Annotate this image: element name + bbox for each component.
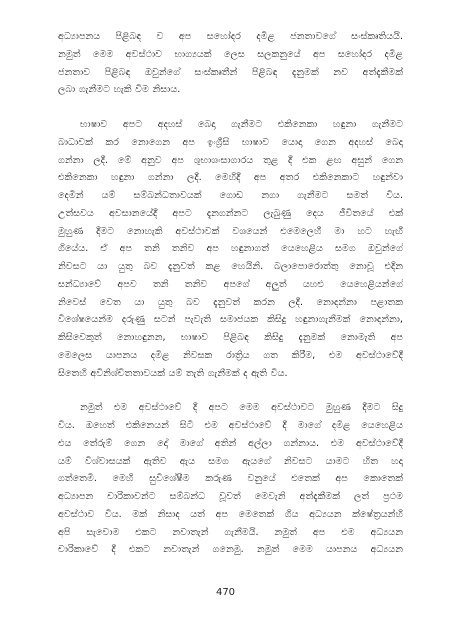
paragraph-gap	[58, 382, 403, 399]
text-line: විය. ඔහෙත් එකිනෙයන් සිටි එම අවස්ථාවේ දී මාගේ දමිළ යෙහෙළිය	[58, 420, 403, 431]
text-line: ලබා ගැනීමට හැකි වීම නිසාය.	[58, 84, 181, 96]
paragraph-gap	[58, 99, 403, 116]
paragraph-3	[58, 399, 403, 559]
paragraph-2	[58, 116, 403, 382]
text-line: ගියේය. ඒ අප තනි තනිව අප හඳුනාගත් යෙහෙළිය සමග ඔවුන්ගේ	[58, 243, 403, 255]
text-line: නිවසට යා යුතු බව දැනුවත් කළ හෙයිනි. බලාපොරොත්තු නොවූ එදින	[58, 261, 403, 272]
text-line: කිසිවෙකුත් නොහඳුනන, භාෂාව පිළිබඳ කිසිදු දැනුමක් නොමැති අප	[58, 332, 403, 343]
text-line: සිතෙහි අවිනිශ්චිතතාවයක් යම් තැති ගැනීමක් ද ඇති විය.	[58, 367, 288, 379]
text-line: දෙමින් යම් සම්බන්ධතාවයක් ගොඩ නගා ගැනීමට සමත් විය.	[58, 190, 403, 201]
text-line: භාෂාව අපට අදහස් බෙදා ගැනීමට එකිනෙකා හඳුනා ගැනීමට	[80, 119, 403, 130]
text-line: එය තේරුම් ගෙන දෝ මාගේ අතින් අල්ලා ගන්නාය. එම අවස්ථාවේදී	[58, 437, 403, 449]
text-line: චාරිකාවේ දී එකට නවාතැන් ගනෙමු. නමුත් මෙම යාපනය අධ්‍යයන	[58, 544, 403, 556]
text-line: එකිනෙකා හඳුනා ගන්නා ලදී. මෙහිදී අප අතර එකිනෙකාට හඳුන්වා	[58, 172, 403, 184]
text-line: මුහුණ දීමට නොහැකි අවස්ථාවක් වශයෙන් එමෙලෙහී මා හට හැඟී	[58, 225, 403, 237]
text-line: ගත්තෙමි. මෙහි සුවිශේෂීම කරුණ වනුයේ එතෙක් අප කොතෙක්	[58, 473, 403, 485]
text-line: අවස්ථාව විය. මක් නිසාද යත් අප මෙතෙක් ගිය අධ්‍යයන ක්ෂේත්‍රයන්හි	[58, 508, 403, 520]
text-line: නමුත් එම අවස්ථාවේ දී අපට මෙම අවස්ථාවට මුහුණ දීමට සිදු	[80, 402, 403, 414]
text-line: නිවෙස් වෙත යා යුතු බව දැනුවත් කරන ලදී. නොදන්නා පළාතක	[58, 296, 403, 308]
text-line: මෙලෙස යාපනය දමිළ නිවසක රාත්‍රිය ගත කිරීම, එම අවස්ථාවේදී	[58, 349, 403, 361]
text-line: යම් විශ්වාසයක් ඇතිව ඇය සමග ඇයගේ නිවසට යාමට හිත හදා	[58, 455, 403, 467]
text-line: විශේෂයෙන්ම දරුණු සටන් පැවැති සමාජයක කිසිදු හඳුනාගැනීමක් නොදන්නා,	[58, 314, 403, 326]
text-line: බාධාවක් කර නොගෙන අප ඉංග්‍රීසි භාෂාව යොදා ගෙන අදහස් බෙදා	[58, 136, 403, 148]
text-line: උත්සවය අවසානයේදී අපට දැනගන්නට ලැබුණු දෙය ජීවිතයේ එක්	[58, 207, 403, 219]
text-line: ජනතාව පිළිබඳ ඔවුන්ගේ සංස්කෘතීන් පිළිබඳ දැනුමක් නව අත්දැකීමක්	[58, 66, 403, 78]
page-number: 470	[215, 587, 236, 598]
text-line: සන්ධ්‍යාවේ අපව තනි තනිව අපගේ අලුත් යහළු යෙහෙළියන්ගේ	[58, 278, 403, 290]
text-line: නමුත් මෙම අවස්ථාව භාග්‍යයක් ලෙස සලකනුයේ අප සහෝදර දමිළ	[58, 48, 403, 60]
text-line: ගන්නා ලදී. මේ අනුව අප ශුභාශංසාගාරය තුළ දී එක ළඟ අසුන් ගෙන	[58, 154, 403, 166]
text-line: අධ්‍යාපනය පිළිබඳ ව අප සහෝදර දමිළ ජනතාවගේ සංස්කෘතියයි.	[58, 31, 403, 42]
document-page	[58, 28, 403, 559]
text-line: අපි සැවොම එකට නවාතැන් ගැනීමයි. නමුත් අප එම අධ්‍යයන	[58, 526, 403, 538]
paragraph-1	[58, 28, 403, 99]
text-line: අධ්‍යාපන චාරිකාවන්ට සම්බන්ධ වූවත් මෙවැනි අත්දැකීමක් ලත් ප්‍රථම	[58, 491, 403, 502]
